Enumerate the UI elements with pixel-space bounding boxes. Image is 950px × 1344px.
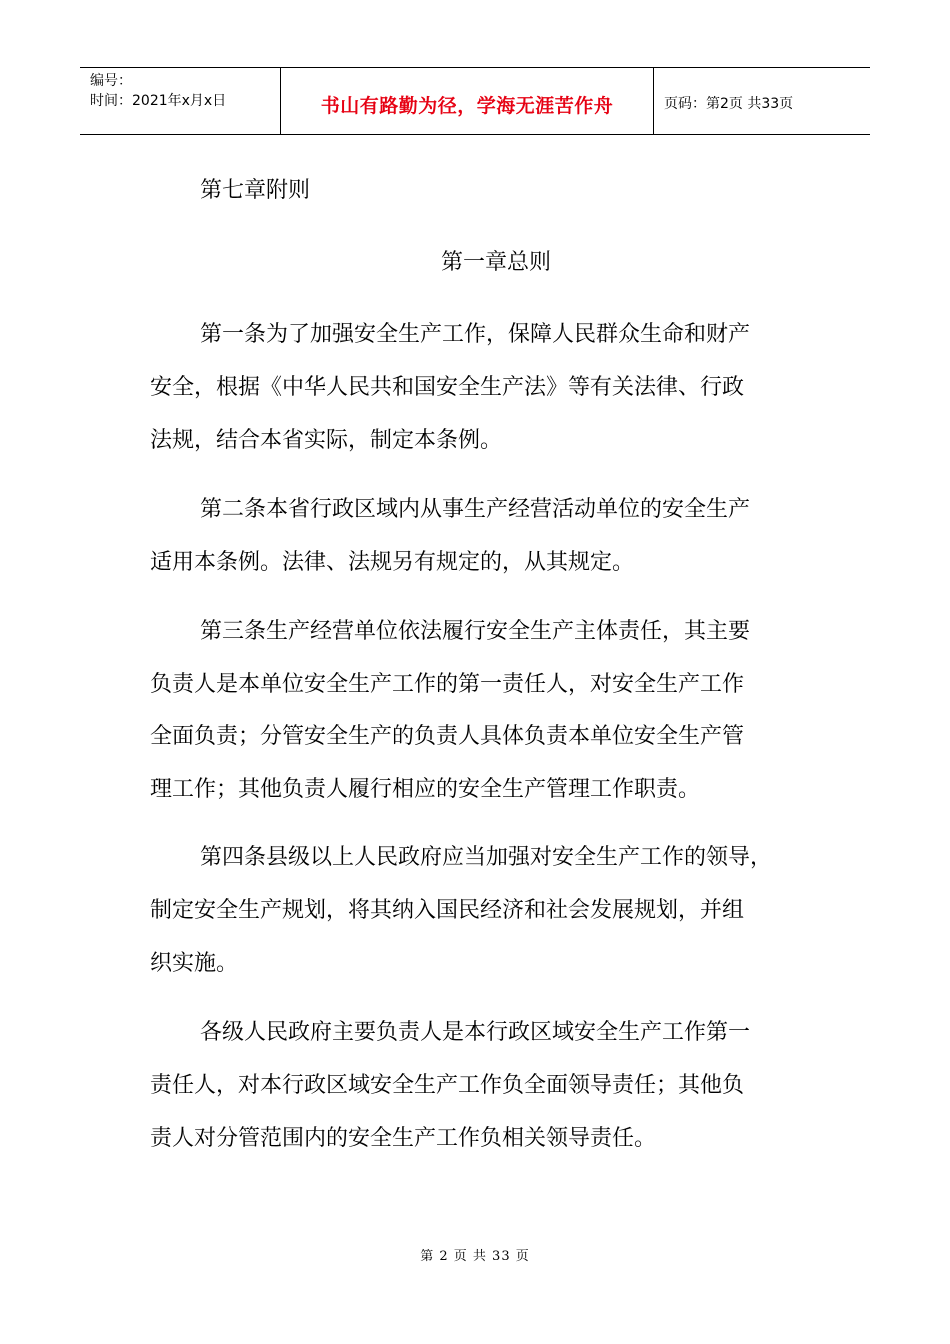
paragraph-line: 制定安全生产规划，将其纳入国民经济和社会发展规划，并组 [150, 898, 745, 923]
paragraph-line: 安全，根据《中华人民共和国安全生产法》等有关法律、行政 [150, 375, 745, 400]
page-info-text: 页码：第2页 共33页 [664, 96, 794, 112]
paragraph-line: 法规，结合本省实际，制定本条例。 [150, 428, 503, 453]
number-label: 编号： [90, 73, 132, 89]
time-label: 时间：2021年x月x日 [90, 93, 227, 109]
paragraph-line: 织实施。 [150, 951, 239, 976]
paragraph-line: 第三条生产经营单位依法履行安全生产主体责任，其主要 [200, 619, 751, 644]
motto-text: 书山有路勤为径，学海无涯苦作舟 [320, 94, 614, 117]
header-meta [80, 68, 281, 134]
paragraph-line: 各级人民政府主要负责人是本行政区域安全生产工作第一 [200, 1020, 751, 1045]
document-header [80, 67, 870, 135]
paragraph-line: 负责人是本单位安全生产工作的第一责任人，对安全生产工作 [150, 672, 745, 697]
paragraph-line: 第一条为了加强安全生产工作，保障人民群众生命和财产 [200, 322, 751, 347]
paragraph-line: 理工作；其他负责人履行相应的安全生产管理工作职责。 [150, 777, 701, 802]
page-footer: 第 2 页 共 33 页 [420, 1249, 530, 1264]
header-page-info [654, 68, 870, 134]
paragraph-line: 第二条本省行政区域内从事生产经营活动单位的安全生产 [200, 497, 751, 522]
paragraph-line: 适用本条例。法律、法规另有规定的，从其规定。 [150, 550, 635, 575]
chapter-one-title: 第一章总则 [441, 250, 552, 275]
paragraph-line: 全面负责；分管安全生产的负责人具体负责本单位安全生产管 [150, 724, 745, 749]
paragraph-line: 责任人，对本行政区域安全生产工作负全面领导责任；其他负 [150, 1073, 745, 1098]
paragraph-line: 第四条县级以上人民政府应当加强对安全生产工作的领导， [200, 845, 773, 870]
paragraph-line: 责人对分管范围内的安全生产工作负相关领导责任。 [150, 1126, 657, 1151]
chapter-seven-heading: 第七章附则 [200, 178, 311, 203]
header-motto-cell [281, 68, 654, 134]
